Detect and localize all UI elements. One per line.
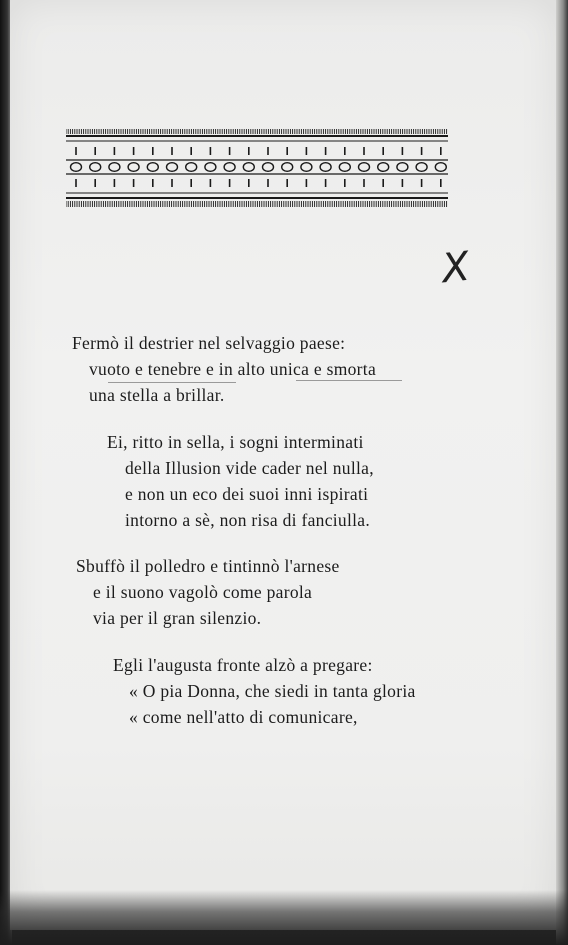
poem-line: Fermò il destrier nel selvaggio paese: (72, 333, 346, 353)
poem-line: della Illusion vide cader nel nulla, (125, 458, 374, 478)
poem-line: « come nell'atto di comunicare, (129, 707, 358, 727)
scan-bottom-edge (0, 890, 568, 945)
poem-line: Sbuffò il polledro e tintinnò l'arnese (76, 556, 340, 576)
border-ornament-icon (66, 127, 448, 211)
scan-right-edge (556, 0, 568, 945)
poem-line: vuoto e tenebre e in alto unica e smorta (89, 359, 377, 379)
handwritten-margin-mark: X (439, 243, 472, 293)
poem-line: Egli l'augusta fronte alzò a pregare: (113, 655, 373, 675)
pencil-underline (296, 380, 402, 381)
pencil-underline (108, 382, 236, 383)
poem-line: intorno a sè, non risa di fanciulla. (125, 510, 371, 530)
poem-line: e il suono vagolò come parola (93, 582, 313, 602)
poem-line: e non un eco dei suoi inni ispirati (125, 484, 369, 504)
decorative-header-border (66, 127, 448, 211)
poem-line: una stella a brillar. (89, 385, 225, 405)
poem-line: via per il gran silenzio. (93, 608, 262, 628)
poem-line: « O pia Donna, che siedi in tanta gloria (129, 681, 416, 701)
poem-line: Ei, ritto in sella, i sogni interminati (107, 432, 364, 452)
